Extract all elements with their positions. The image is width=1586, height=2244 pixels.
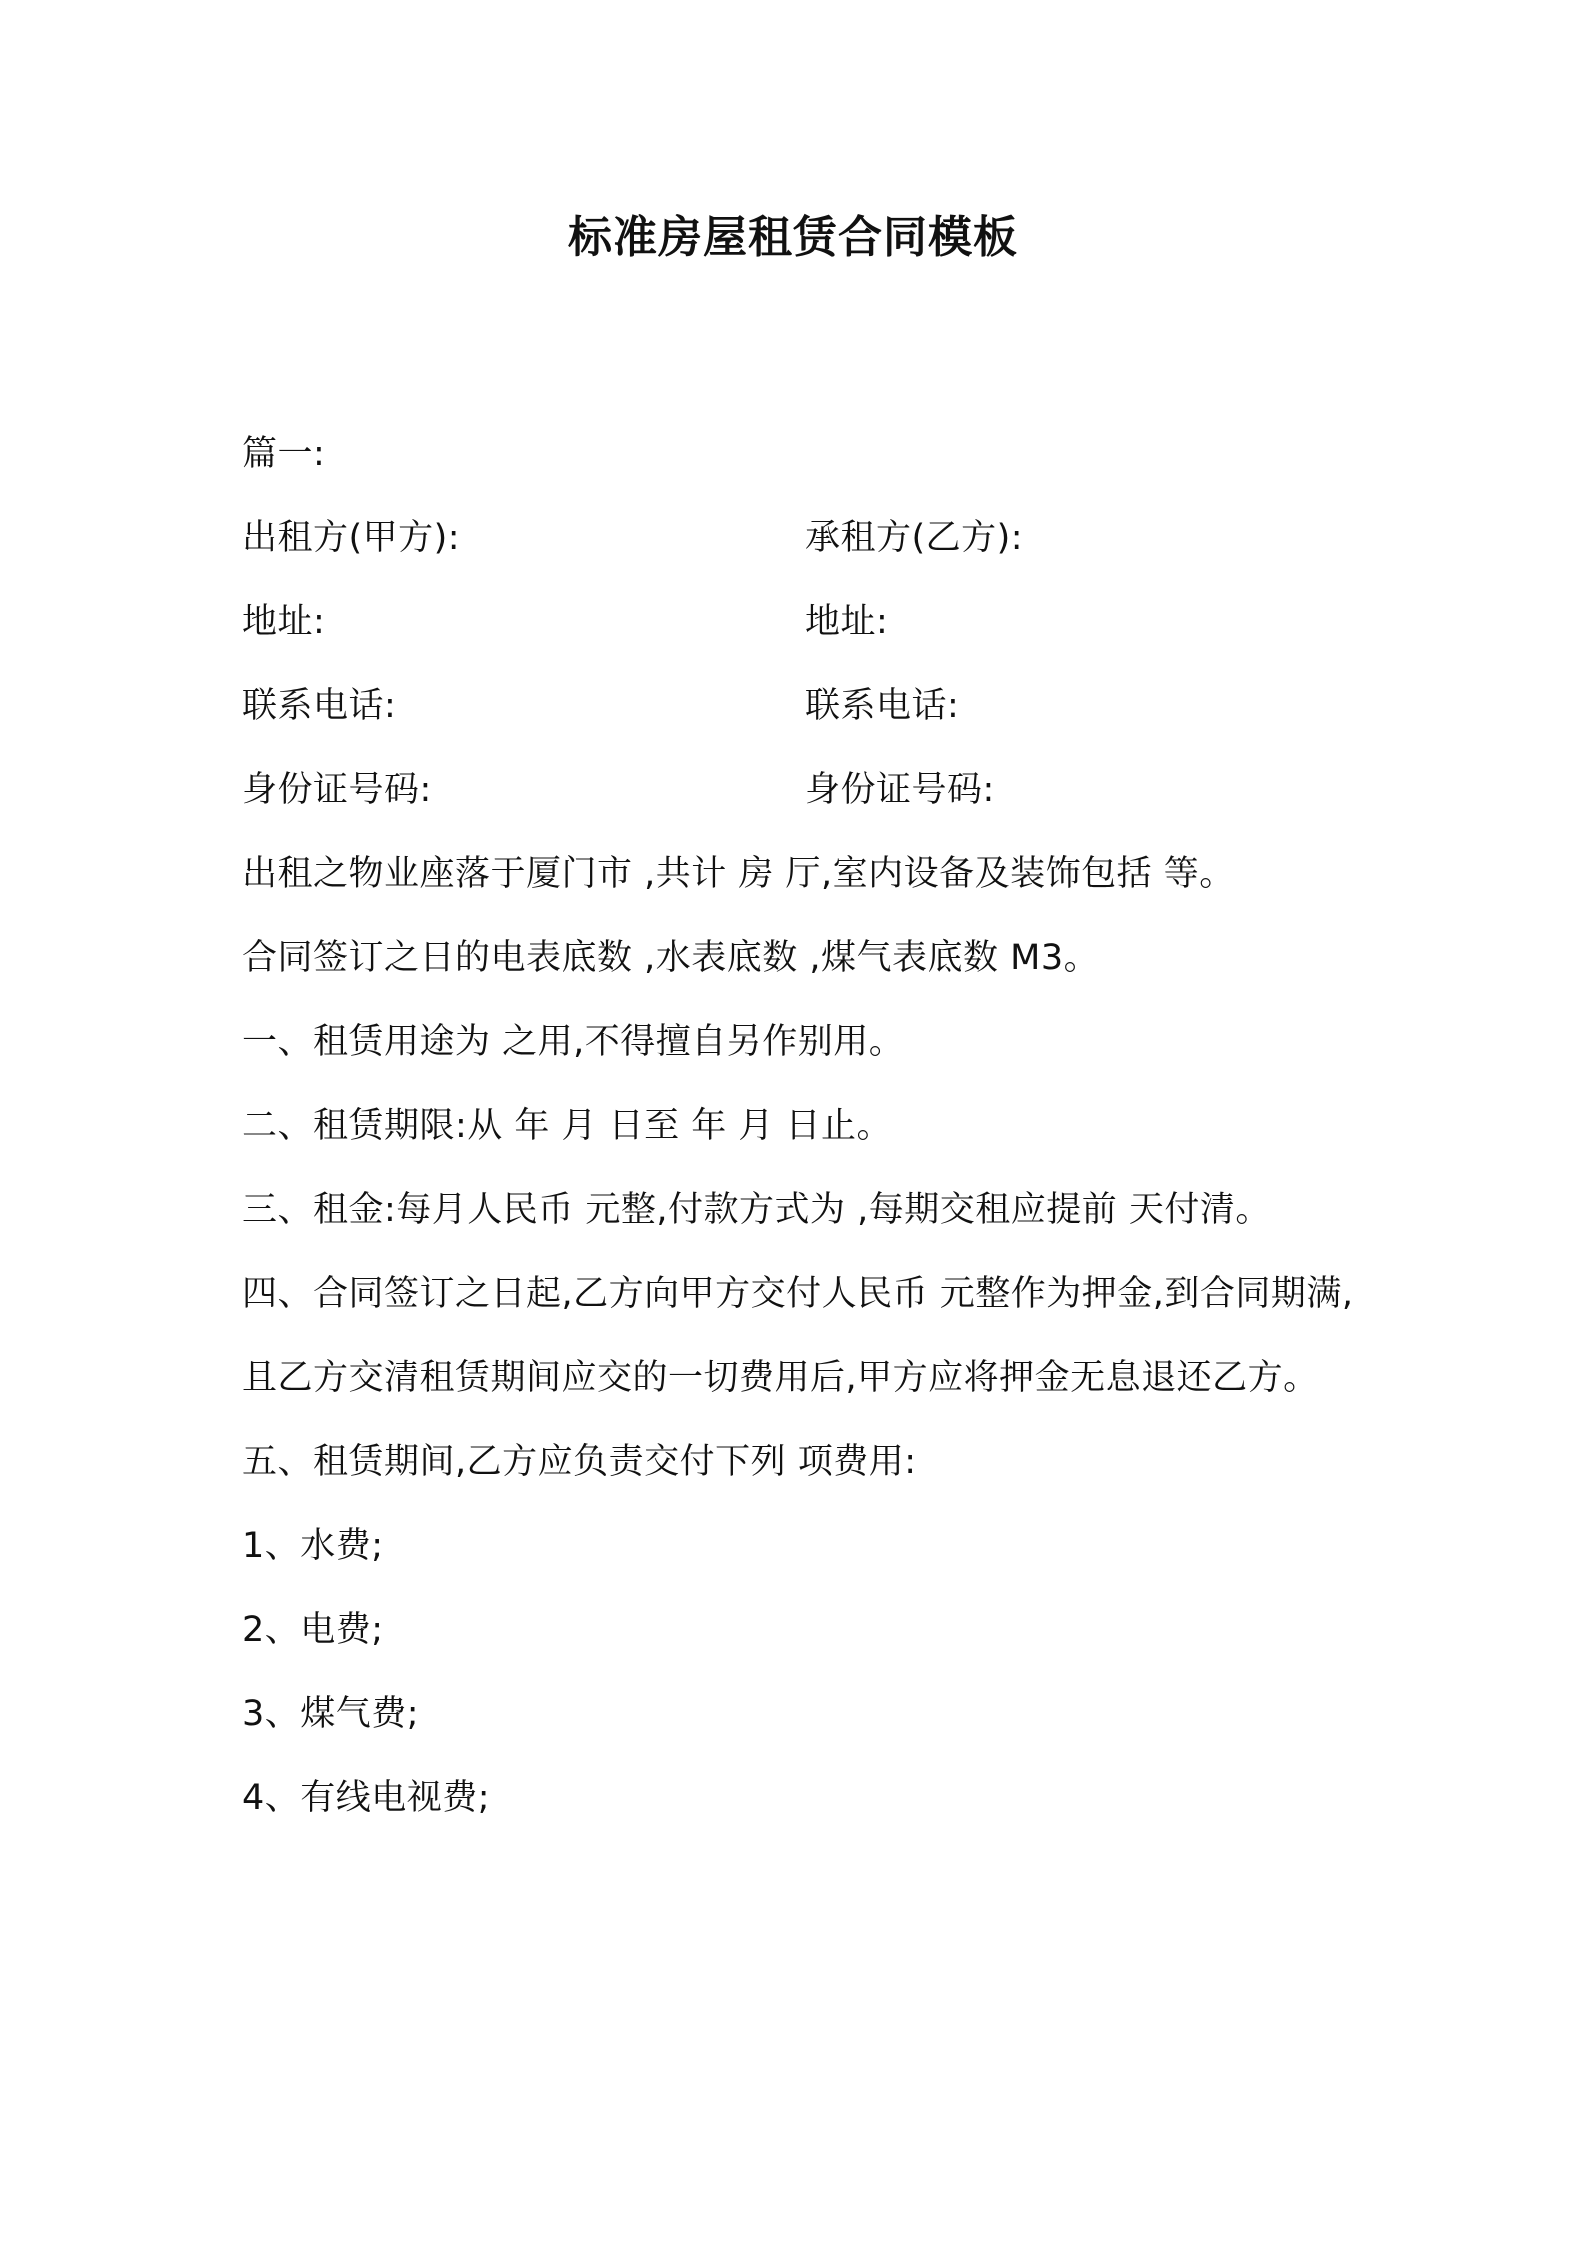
clause-purpose: 一、租赁用途为 之用,不得擅自另作别用。: [242, 1022, 905, 1062]
lessee-label: 承租方(乙方):: [805, 518, 1024, 558]
lessee-id-label: 身份证号码:: [805, 770, 995, 810]
fee-item: 4、有线电视费;: [242, 1778, 491, 1818]
document-body: [242, 412, 1362, 1840]
section-heading: 篇一:: [242, 434, 326, 474]
fee-item: 2、电费;: [242, 1610, 384, 1650]
lessor-phone-label: 联系电话:: [242, 686, 397, 726]
lessor-label: 出租方(甲方):: [242, 518, 461, 558]
paragraph-meter-readings: 合同签订之日的电表底数 ,水表底数 ,煤气表底数 M3。: [242, 938, 1100, 978]
party-row-id: [242, 748, 1362, 832]
lessor-address-label: 地址:: [242, 602, 326, 642]
lessee-address-label: 地址:: [805, 602, 889, 642]
party-row-lessor: [242, 496, 1362, 580]
clause-fees: 五、租赁期间,乙方应负责交付下列 项费用:: [242, 1442, 917, 1482]
clause-rent: 三、租金:每月人民币 元整,付款方式为 ,每期交租应提前 天付清。: [242, 1190, 1271, 1230]
fee-item: 3、煤气费;: [242, 1694, 420, 1734]
fee-item: 1、水费;: [242, 1526, 384, 1566]
document-title: 标准房屋租赁合同模板: [568, 212, 1018, 263]
party-row-phone: [242, 664, 1362, 748]
clause-deposit: 四、合同签订之日起,乙方向甲方交付人民币 元整作为押金,到合同期满,且乙方交清租赁期间应交的一切费用后,甲方应将押金无息退还乙方。: [242, 1274, 1354, 1398]
clause-term: 二、租赁期限:从 年 月 日至 年 月 日止。: [242, 1106, 893, 1146]
lessor-id-label: 身份证号码:: [242, 770, 432, 810]
lessee-phone-label: 联系电话:: [805, 686, 960, 726]
paragraph-property: 出租之物业座落于厦门市 ,共计 房 厅,室内设备及装饰包括 等。: [242, 854, 1235, 894]
party-row-address: [242, 580, 1362, 664]
